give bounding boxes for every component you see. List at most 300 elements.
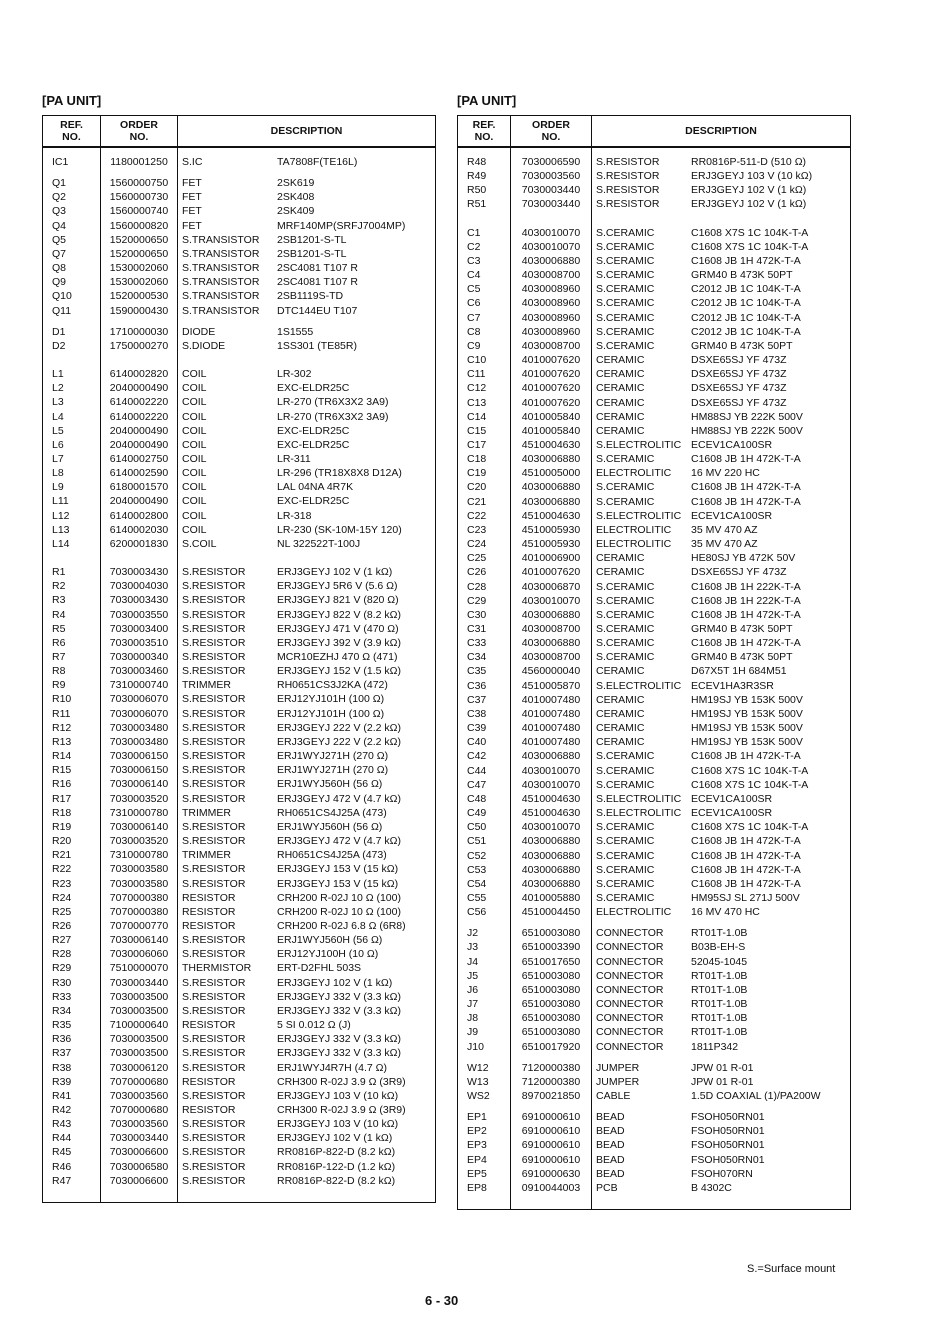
part-type: CONNECTOR	[596, 1026, 664, 1039]
part-type: ELECTROLITIC	[596, 906, 672, 919]
order-no: 7030006150	[101, 763, 178, 777]
part-model: ERJ3GEYJ 332 V (3.3 kΩ)	[277, 1033, 401, 1046]
order-no: 7030003500	[101, 1046, 178, 1060]
description	[592, 608, 851, 622]
order-no: 7030003500	[101, 990, 178, 1004]
table-row	[458, 254, 851, 268]
part-model: ERJ3GEYJ 153 V (15 kΩ)	[277, 877, 399, 890]
order-no: 7030003430	[101, 565, 178, 579]
part-model: C2012 JB 1C 104K-T-A	[691, 283, 801, 296]
ref-no: R43	[43, 1117, 101, 1131]
part-type: S.CERAMIC	[596, 821, 655, 834]
part-model: HM88SJ YB 222K 500V	[691, 410, 803, 423]
description	[178, 480, 436, 494]
empty-cell	[592, 1054, 851, 1061]
order-no: 4030008960	[511, 325, 592, 339]
ref-no: R15	[43, 763, 101, 777]
description	[178, 395, 436, 409]
part-type: CERAMIC	[596, 566, 645, 579]
order-no: 7070000380	[101, 905, 178, 919]
ref-no: Q5	[43, 233, 101, 247]
part-model: RH0651CS4J25A (473)	[277, 806, 387, 819]
ref-no: D2	[43, 339, 101, 353]
description	[592, 1040, 851, 1054]
description	[178, 763, 436, 777]
table-row	[458, 693, 851, 707]
part-type: S.RESISTOR	[182, 608, 246, 621]
ref-no: C52	[458, 849, 511, 863]
part-model: LR-230 (SK-10M-15Y 120)	[277, 523, 402, 536]
order-no: 1560000820	[101, 219, 178, 233]
page-number: 6 - 30	[425, 1293, 459, 1308]
table-row	[43, 176, 436, 190]
empty-cell	[43, 169, 101, 176]
description	[178, 219, 436, 233]
order-no: 7030003560	[101, 1089, 178, 1103]
part-type: FET	[182, 177, 202, 190]
part-model: LR-296 (TR18X8X8 D12A)	[277, 467, 402, 480]
table-row	[43, 792, 436, 806]
part-model: DSXE65SJ YF 473Z	[691, 396, 787, 409]
ref-no: C13	[458, 396, 511, 410]
part-type: RESISTOR	[182, 1019, 236, 1032]
table-row	[43, 735, 436, 749]
empty-cell	[511, 919, 592, 926]
part-model: ERJ3GEYJ 332 V (3.3 kΩ)	[277, 1047, 401, 1060]
description	[178, 155, 436, 169]
empty-cell	[592, 219, 851, 226]
part-model: DSXE65SJ YF 473Z	[691, 382, 787, 395]
ref-no: J10	[458, 1040, 511, 1054]
description	[592, 537, 851, 551]
empty-cell	[178, 169, 436, 176]
description	[178, 933, 436, 947]
table-row	[43, 155, 436, 169]
table-row	[458, 792, 851, 806]
ref-no: C37	[458, 693, 511, 707]
ref-no: R36	[43, 1032, 101, 1046]
part-type: S.ELECTROLITIC	[596, 792, 682, 805]
part-type: S.RESISTOR	[182, 976, 246, 989]
part-type: S.CERAMIC	[596, 453, 655, 466]
ref-no: R23	[43, 877, 101, 891]
ref-no: C6	[458, 296, 511, 310]
ref-no: R21	[43, 848, 101, 862]
table-row	[458, 537, 851, 551]
ref-no: C15	[458, 424, 511, 438]
empty-cell	[101, 360, 178, 367]
description	[178, 233, 436, 247]
order-no: 4510004630	[511, 509, 592, 523]
order-no: 7070000680	[101, 1075, 178, 1089]
part-type: S.CERAMIC	[596, 240, 655, 253]
ref-no: Q3	[43, 204, 101, 218]
table-row	[43, 1117, 436, 1131]
order-no: 4010005840	[511, 410, 592, 424]
description	[592, 594, 851, 608]
ref-no: R46	[43, 1160, 101, 1174]
table-row	[43, 763, 436, 777]
ref-no: C40	[458, 735, 511, 749]
table-row	[43, 452, 436, 466]
part-model: ERJ12YJ100H (10 Ω)	[277, 948, 379, 961]
empty-cell	[178, 147, 436, 155]
part-model: C1608 X7S 1C 104K-T-A	[691, 821, 809, 834]
order-no: 7030003480	[101, 721, 178, 735]
part-type: S.TRANSISTOR	[182, 304, 260, 317]
order-no-header: ORDER NO.	[101, 116, 178, 148]
order-no: 6910000610	[511, 1110, 592, 1124]
table-row	[43, 961, 436, 975]
ref-no: Q10	[43, 289, 101, 303]
part-model: DSXE65SJ YF 473Z	[691, 566, 787, 579]
table-row	[458, 466, 851, 480]
empty-cell	[458, 919, 511, 926]
part-type: COIL	[182, 382, 207, 395]
part-model: RT01T-1.0B	[691, 983, 748, 996]
part-model: ERJ3GEYJ 103 V (10 kΩ)	[691, 170, 813, 183]
ref-no: R27	[43, 933, 101, 947]
part-type: COIL	[182, 452, 207, 465]
part-type: S.CERAMIC	[596, 863, 655, 876]
part-type: S.RESISTOR	[182, 1033, 246, 1046]
order-no: 4510004630	[511, 792, 592, 806]
description	[178, 891, 436, 905]
description	[592, 693, 851, 707]
ref-no: L8	[43, 466, 101, 480]
order-no: 4030006870	[511, 580, 592, 594]
table-row	[43, 678, 436, 692]
table-row	[43, 424, 436, 438]
part-type: FET	[182, 205, 202, 218]
ref-no: R18	[43, 806, 101, 820]
order-no: 4030006880	[511, 834, 592, 848]
part-model: ERJ3GEYJ 822 V (8.2 kΩ)	[277, 608, 401, 621]
part-model: C1608 X7S 1C 104K-T-A	[691, 778, 809, 791]
description-header: DESCRIPTION	[178, 116, 436, 148]
table-row	[43, 261, 436, 275]
part-type: RESISTOR	[182, 905, 236, 918]
ref-no: EP4	[458, 1153, 511, 1167]
part-type: S.TRANSISTOR	[182, 290, 260, 303]
order-no: 4010007620	[511, 367, 592, 381]
description	[592, 650, 851, 664]
description	[592, 1089, 851, 1103]
part-type: CONNECTOR	[596, 955, 664, 968]
part-model: LR-270 (TR6X3X2 3A9)	[277, 396, 389, 409]
description	[592, 1153, 851, 1167]
table-row	[43, 233, 436, 247]
left-table-body	[43, 147, 436, 1202]
order-no: 7310000740	[101, 678, 178, 692]
part-model: 1.5D COAXIAL (1)/PA200W	[691, 1090, 821, 1102]
empty-cell	[43, 147, 101, 155]
part-type: S.TRANSISTOR	[182, 233, 260, 246]
order-no: 6910000610	[511, 1153, 592, 1167]
order-no: 7030003430	[101, 593, 178, 607]
order-no: 7030006140	[101, 933, 178, 947]
part-type: CERAMIC	[596, 665, 645, 678]
part-model: CRH300 R-02J 3.9 Ω (3R9)	[277, 1104, 406, 1116]
spacer-row	[43, 147, 436, 155]
ref-no: R17	[43, 792, 101, 806]
table-row	[458, 523, 851, 537]
order-no: 6140002750	[101, 452, 178, 466]
part-type: COIL	[182, 495, 207, 508]
ref-no: EP3	[458, 1138, 511, 1152]
order-no: 6140002030	[101, 523, 178, 537]
description	[178, 1131, 436, 1145]
part-model: ECEV1CA100SR	[691, 792, 773, 805]
part-model: EXC-ELDR25C	[277, 438, 350, 451]
ref-no: C10	[458, 353, 511, 367]
order-no: 7030003560	[511, 169, 592, 183]
description	[178, 792, 436, 806]
description	[592, 834, 851, 848]
part-type: S.CERAMIC	[596, 750, 655, 763]
table-row	[458, 1011, 851, 1025]
order-no: 4030010070	[511, 764, 592, 778]
description	[592, 778, 851, 792]
description	[592, 495, 851, 509]
ref-no: C17	[458, 438, 511, 452]
table-row	[458, 1089, 851, 1103]
description	[178, 424, 436, 438]
ref-no: C33	[458, 636, 511, 650]
part-type: S.RESISTOR	[182, 566, 246, 579]
part-model: MCR10EZHJ 470 Ω (471)	[277, 651, 398, 663]
ref-no: C48	[458, 792, 511, 806]
part-model: ERJ3GEYJ 102 V (1 kΩ)	[277, 566, 393, 579]
part-type: S.CERAMIC	[596, 778, 655, 791]
ref-no: C39	[458, 721, 511, 735]
part-model: 16 MV 220 HC	[691, 467, 760, 480]
ref-no: Q9	[43, 275, 101, 289]
part-type: S.RESISTOR	[182, 1089, 246, 1102]
description	[592, 580, 851, 594]
description	[178, 877, 436, 891]
table-row	[43, 1160, 436, 1174]
table-row	[43, 1131, 436, 1145]
table-row	[43, 565, 436, 579]
table-row	[458, 1075, 851, 1089]
part-model: JPW 01 R-01	[691, 1075, 754, 1088]
part-type: S.RESISTOR	[182, 877, 246, 890]
surface-mount-footnote: S.=Surface mount	[747, 1263, 836, 1275]
ref-no: D1	[43, 325, 101, 339]
part-type: S.CERAMIC	[596, 849, 655, 862]
table-row	[43, 1103, 436, 1117]
empty-cell	[178, 318, 436, 325]
part-model: CRH200 R-02J 6.8 Ω (6R8)	[277, 919, 406, 932]
part-model: 2SC4081 T107 R	[277, 262, 358, 275]
empty-cell	[101, 1195, 178, 1203]
order-no: 7030003500	[101, 1032, 178, 1046]
ref-no: C23	[458, 523, 511, 537]
order-no: 4030008700	[511, 622, 592, 636]
part-model: 2SK408	[277, 191, 315, 204]
empty-cell	[178, 1188, 436, 1195]
part-type: S.RESISTOR	[182, 1061, 246, 1074]
description	[592, 863, 851, 877]
part-type: S.CERAMIC	[596, 637, 655, 650]
description	[592, 877, 851, 891]
description	[592, 679, 851, 693]
description	[178, 721, 436, 735]
part-type: CONNECTOR	[596, 927, 664, 940]
empty-cell	[101, 147, 178, 155]
table-row	[458, 849, 851, 863]
part-model: C1608 JB 1H 472K-T-A	[691, 877, 801, 890]
ref-no: R44	[43, 1131, 101, 1145]
table-row	[458, 622, 851, 636]
right-parts-table	[457, 115, 851, 1210]
part-type: CONNECTOR	[596, 983, 664, 996]
table-row	[43, 289, 436, 303]
part-type: S.RESISTOR	[182, 1047, 246, 1060]
description	[592, 806, 851, 820]
table-row	[43, 721, 436, 735]
order-no: 6180001570	[101, 480, 178, 494]
order-no: 6510003390	[511, 940, 592, 954]
table-row	[43, 395, 436, 409]
part-model: ERJ3GEYJ 102 V (1 kΩ)	[277, 976, 393, 989]
ref-no: L12	[43, 509, 101, 523]
table-row	[458, 636, 851, 650]
table-row	[458, 1040, 851, 1054]
part-model: HM19SJ YB 153K 500V	[691, 722, 803, 735]
table-row	[458, 735, 851, 749]
ref-no: J6	[458, 983, 511, 997]
right-unit-title: [PA UNIT]	[457, 93, 517, 108]
part-model: ERJ1WYJ4R7H (4.7 Ω)	[277, 1061, 387, 1074]
part-type: BEAD	[596, 1111, 625, 1124]
table-row	[458, 509, 851, 523]
empty-cell	[592, 1195, 851, 1202]
ref-no: R25	[43, 905, 101, 919]
part-model: ERJ1WYJ271H (270 Ω)	[277, 750, 389, 763]
part-type: COIL	[182, 523, 207, 536]
part-model: ERJ1WYJ560H (56 Ω)	[277, 778, 383, 791]
empty-cell	[178, 360, 436, 367]
part-model: HM88SJ YB 222K 500V	[691, 424, 803, 437]
description	[178, 1046, 436, 1060]
part-model: 35 MV 470 AZ	[691, 523, 758, 536]
left-parts-table	[42, 115, 436, 1203]
part-model: 2SB1201-S-TL	[277, 233, 347, 246]
part-model: RH0651CS3J2KA (472)	[277, 679, 388, 692]
order-no: 4030008700	[511, 650, 592, 664]
part-type: S.RESISTOR	[182, 580, 246, 593]
part-type: S.CERAMIC	[596, 325, 655, 338]
part-type: CERAMIC	[596, 552, 645, 565]
ref-no: L9	[43, 480, 101, 494]
order-no: 7030003480	[101, 735, 178, 749]
table-row	[43, 219, 436, 233]
order-no: 4010007620	[511, 396, 592, 410]
empty-cell	[511, 212, 592, 219]
part-type: S.CERAMIC	[596, 495, 655, 508]
part-type: S.RESISTOR	[182, 750, 246, 763]
order-no: 4010007620	[511, 381, 592, 395]
table-row	[43, 509, 436, 523]
part-type: CONNECTOR	[596, 1012, 664, 1025]
part-model: 1S1555	[277, 325, 314, 338]
part-model: RR0816P-511-D (510 Ω)	[691, 156, 807, 168]
description	[178, 692, 436, 706]
empty-cell	[458, 1195, 511, 1202]
ref-no: R8	[43, 664, 101, 678]
empty-cell	[43, 353, 101, 360]
empty-cell	[511, 1103, 592, 1110]
ref-no: Q2	[43, 190, 101, 204]
ref-no: R45	[43, 1145, 101, 1159]
order-no: 4010005840	[511, 424, 592, 438]
order-no: 6510003080	[511, 983, 592, 997]
ref-no: R24	[43, 891, 101, 905]
ref-no: J7	[458, 997, 511, 1011]
right-table-header	[458, 116, 851, 148]
left-table-header	[43, 116, 436, 148]
part-type: BEAD	[596, 1153, 625, 1166]
description	[178, 325, 436, 339]
part-type: S.ELECTROLITIC	[596, 509, 682, 522]
empty-cell	[43, 360, 101, 367]
spacer-row	[458, 1202, 851, 1210]
ref-no: L5	[43, 424, 101, 438]
order-no: 1180001250	[101, 155, 178, 169]
part-type: S.CERAMIC	[596, 339, 655, 352]
table-row	[43, 820, 436, 834]
order-no: 7030003550	[101, 608, 178, 622]
ref-no: R7	[43, 650, 101, 664]
part-model: NL 322522T-100J	[277, 537, 361, 550]
part-model: HM19SJ YB 153K 500V	[691, 693, 803, 706]
description	[592, 926, 851, 940]
empty-cell	[101, 1188, 178, 1195]
part-type: COIL	[182, 424, 207, 437]
ref-no: EP1	[458, 1110, 511, 1124]
part-model: HM19SJ YB 153K 500V	[691, 707, 803, 720]
description	[592, 480, 851, 494]
part-type: S.CERAMIC	[596, 835, 655, 848]
part-model: DSXE65SJ YF 473Z	[691, 354, 787, 367]
ref-no: R34	[43, 1004, 101, 1018]
empty-cell	[592, 1202, 851, 1210]
part-model: ERJ3GEYJ 392 V (3.9 kΩ)	[277, 636, 401, 649]
order-no: 1520000650	[101, 233, 178, 247]
part-model: ERJ3GEYJ 103 V (10 kΩ)	[277, 1118, 399, 1131]
ref-no-header: REF. NO.	[458, 116, 511, 148]
order-no: 7030003460	[101, 664, 178, 678]
description	[178, 247, 436, 261]
order-no: 1590000430	[101, 304, 178, 318]
order-no: 2040000490	[101, 494, 178, 508]
part-model: HE80SJ YB 472K 50V	[691, 552, 796, 565]
part-model: FSOH070RN	[691, 1167, 753, 1180]
order-no: 4030006880	[511, 749, 592, 763]
table-row	[43, 1174, 436, 1188]
description	[592, 1167, 851, 1181]
ref-no: C2	[458, 240, 511, 254]
description	[592, 410, 851, 424]
ref-no: C4	[458, 268, 511, 282]
table-row	[458, 155, 851, 169]
table-row	[458, 905, 851, 919]
ref-no: J4	[458, 955, 511, 969]
description	[592, 735, 851, 749]
order-no: 7310000780	[101, 806, 178, 820]
